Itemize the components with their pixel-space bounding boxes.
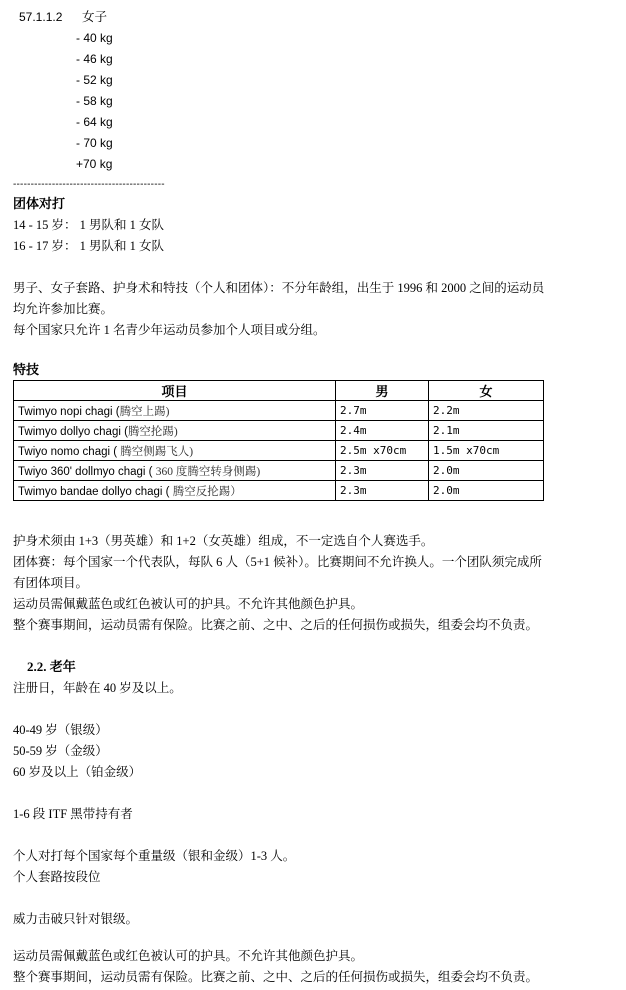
- veterans-sparring-line: 个人对打每个国家每个重量级（银和金级）1-3 人。: [13, 849, 296, 863]
- female-value-cell: 2.1m: [429, 421, 544, 441]
- female-value-cell: 2.0m: [429, 481, 544, 501]
- weight-class-item: - 58 kg: [76, 94, 113, 108]
- event-name-cell: [14, 401, 336, 421]
- male-value-cell: 2.7m: [336, 401, 429, 421]
- rules-line: 有团体项目。: [13, 576, 89, 590]
- rules-line: 团体赛：每个国家一个代表队，每队 6 人（5+1 候补）。比赛期间不允许换人。一个团队须完成所: [13, 555, 542, 569]
- veterans-dan-requirement: 1-6 段 ITF 黑带持有者: [13, 807, 133, 821]
- weight-class-item: - 46 kg: [76, 52, 113, 66]
- table-row: [14, 401, 544, 421]
- eligibility-paragraph: 每个国家只允许 1 名青少年运动员参加个人项目或分组。: [13, 323, 326, 337]
- column-header-event: 项目: [14, 381, 336, 401]
- women-title: 女子: [82, 10, 108, 24]
- weight-class-item: - 70 kg: [76, 136, 113, 150]
- event-name-cn: 腾空反抡踢）: [172, 485, 242, 498]
- event-name-cn: 360 度腾空转身侧踢): [155, 465, 261, 478]
- eligibility-paragraph-line: 均允许参加比赛。: [13, 302, 114, 316]
- table-header-row: [14, 381, 544, 401]
- section-divider: -------------------------------------------: [13, 179, 165, 190]
- weight-class-item: - 64 kg: [76, 115, 113, 129]
- veterans-insurance-line: 整个赛事期间，运动员需有保险。比赛之前、之中、之后的任何损伤或损失，组委会均不负责。: [13, 970, 539, 984]
- event-name-en: Twiyo 360' dollmyo chagi (: [18, 465, 156, 478]
- weight-class-item: +70 kg: [76, 157, 113, 171]
- female-value-cell: 1.5m x70cm: [429, 441, 544, 461]
- table-row: [14, 461, 544, 481]
- team-sparring-heading: 团体对打: [13, 196, 66, 211]
- event-name-en: Twimyo dollyo chagi (: [18, 425, 128, 438]
- weight-class-item: - 52 kg: [76, 73, 113, 87]
- event-name-en: Twiyo nomo chagi (: [18, 445, 121, 458]
- veterans-age-group: 40-49 岁（银级）: [13, 723, 108, 737]
- male-value-cell: 2.5m x70cm: [336, 441, 429, 461]
- event-name-cn: 腾空抡踢): [127, 425, 178, 438]
- team-sparring-line: 14 - 15 岁： 1 男队和 1 女队: [13, 218, 165, 232]
- veterans-registration: 注册日，年龄在 40 岁及以上。: [13, 681, 182, 695]
- rules-line: 整个赛事期间，运动员需有保险。比赛之前、之中、之后的任何损伤或损失，组委会均不负责。: [13, 618, 539, 632]
- male-value-cell: 2.3m: [336, 461, 429, 481]
- eligibility-paragraph-line: 男子、女子套路、护身术和特技（个人和团体）：不分年龄组，出生于 1996 和 2000 之间的运动员: [13, 281, 545, 295]
- veterans-gear-line: 运动员需佩戴蓝色或红色被认可的护具。不允许其他颜色护具。: [13, 949, 364, 963]
- event-name-en: Twimyo nopi chagi (: [18, 405, 120, 418]
- female-value-cell: 2.2m: [429, 401, 544, 421]
- table-row: [14, 441, 544, 461]
- table-row: [14, 421, 544, 441]
- veterans-heading: 2.2. 老年: [27, 659, 76, 674]
- rules-line: 护身术须由 1+3（男英雄）和 1+2（女英雄）组成，不一定选自个人赛选手。: [13, 534, 434, 548]
- women-section-label: 57.1.1.2: [19, 10, 63, 24]
- column-header-male: 男: [336, 381, 429, 401]
- column-header-female: 女: [429, 381, 544, 401]
- male-value-cell: 2.4m: [336, 421, 429, 441]
- female-value-cell: 2.0m: [429, 461, 544, 481]
- veterans-age-group: 50-59 岁（金级）: [13, 744, 108, 758]
- male-value-cell: 2.3m: [336, 481, 429, 501]
- table-row: [14, 481, 544, 501]
- event-name-cell: [14, 421, 336, 441]
- event-name-cell: [14, 481, 336, 501]
- special-technique-heading: 特技: [13, 362, 40, 377]
- team-sparring-line: 16 - 17 岁： 1 男队和 1 女队: [13, 239, 165, 253]
- event-name-cell: [14, 461, 336, 481]
- event-name-en: Twimyo bandae dollyo chagi (: [18, 485, 173, 498]
- veterans-patterns-line: 个人套路按段位: [13, 870, 101, 884]
- event-name-cn: 腾空上踢): [119, 405, 170, 418]
- veterans-age-group: 60 岁及以上（铂金级）: [13, 765, 142, 779]
- event-name-cell: [14, 441, 336, 461]
- event-name-cn: 腾空侧踢飞人): [120, 445, 194, 458]
- veterans-breaking-line: 威力击破只针对银级。: [13, 912, 139, 926]
- special-technique-table: [13, 380, 544, 501]
- weight-class-item: - 40 kg: [76, 31, 113, 45]
- rules-line: 运动员需佩戴蓝色或红色被认可的护具。不允许其他颜色护具。: [13, 597, 364, 611]
